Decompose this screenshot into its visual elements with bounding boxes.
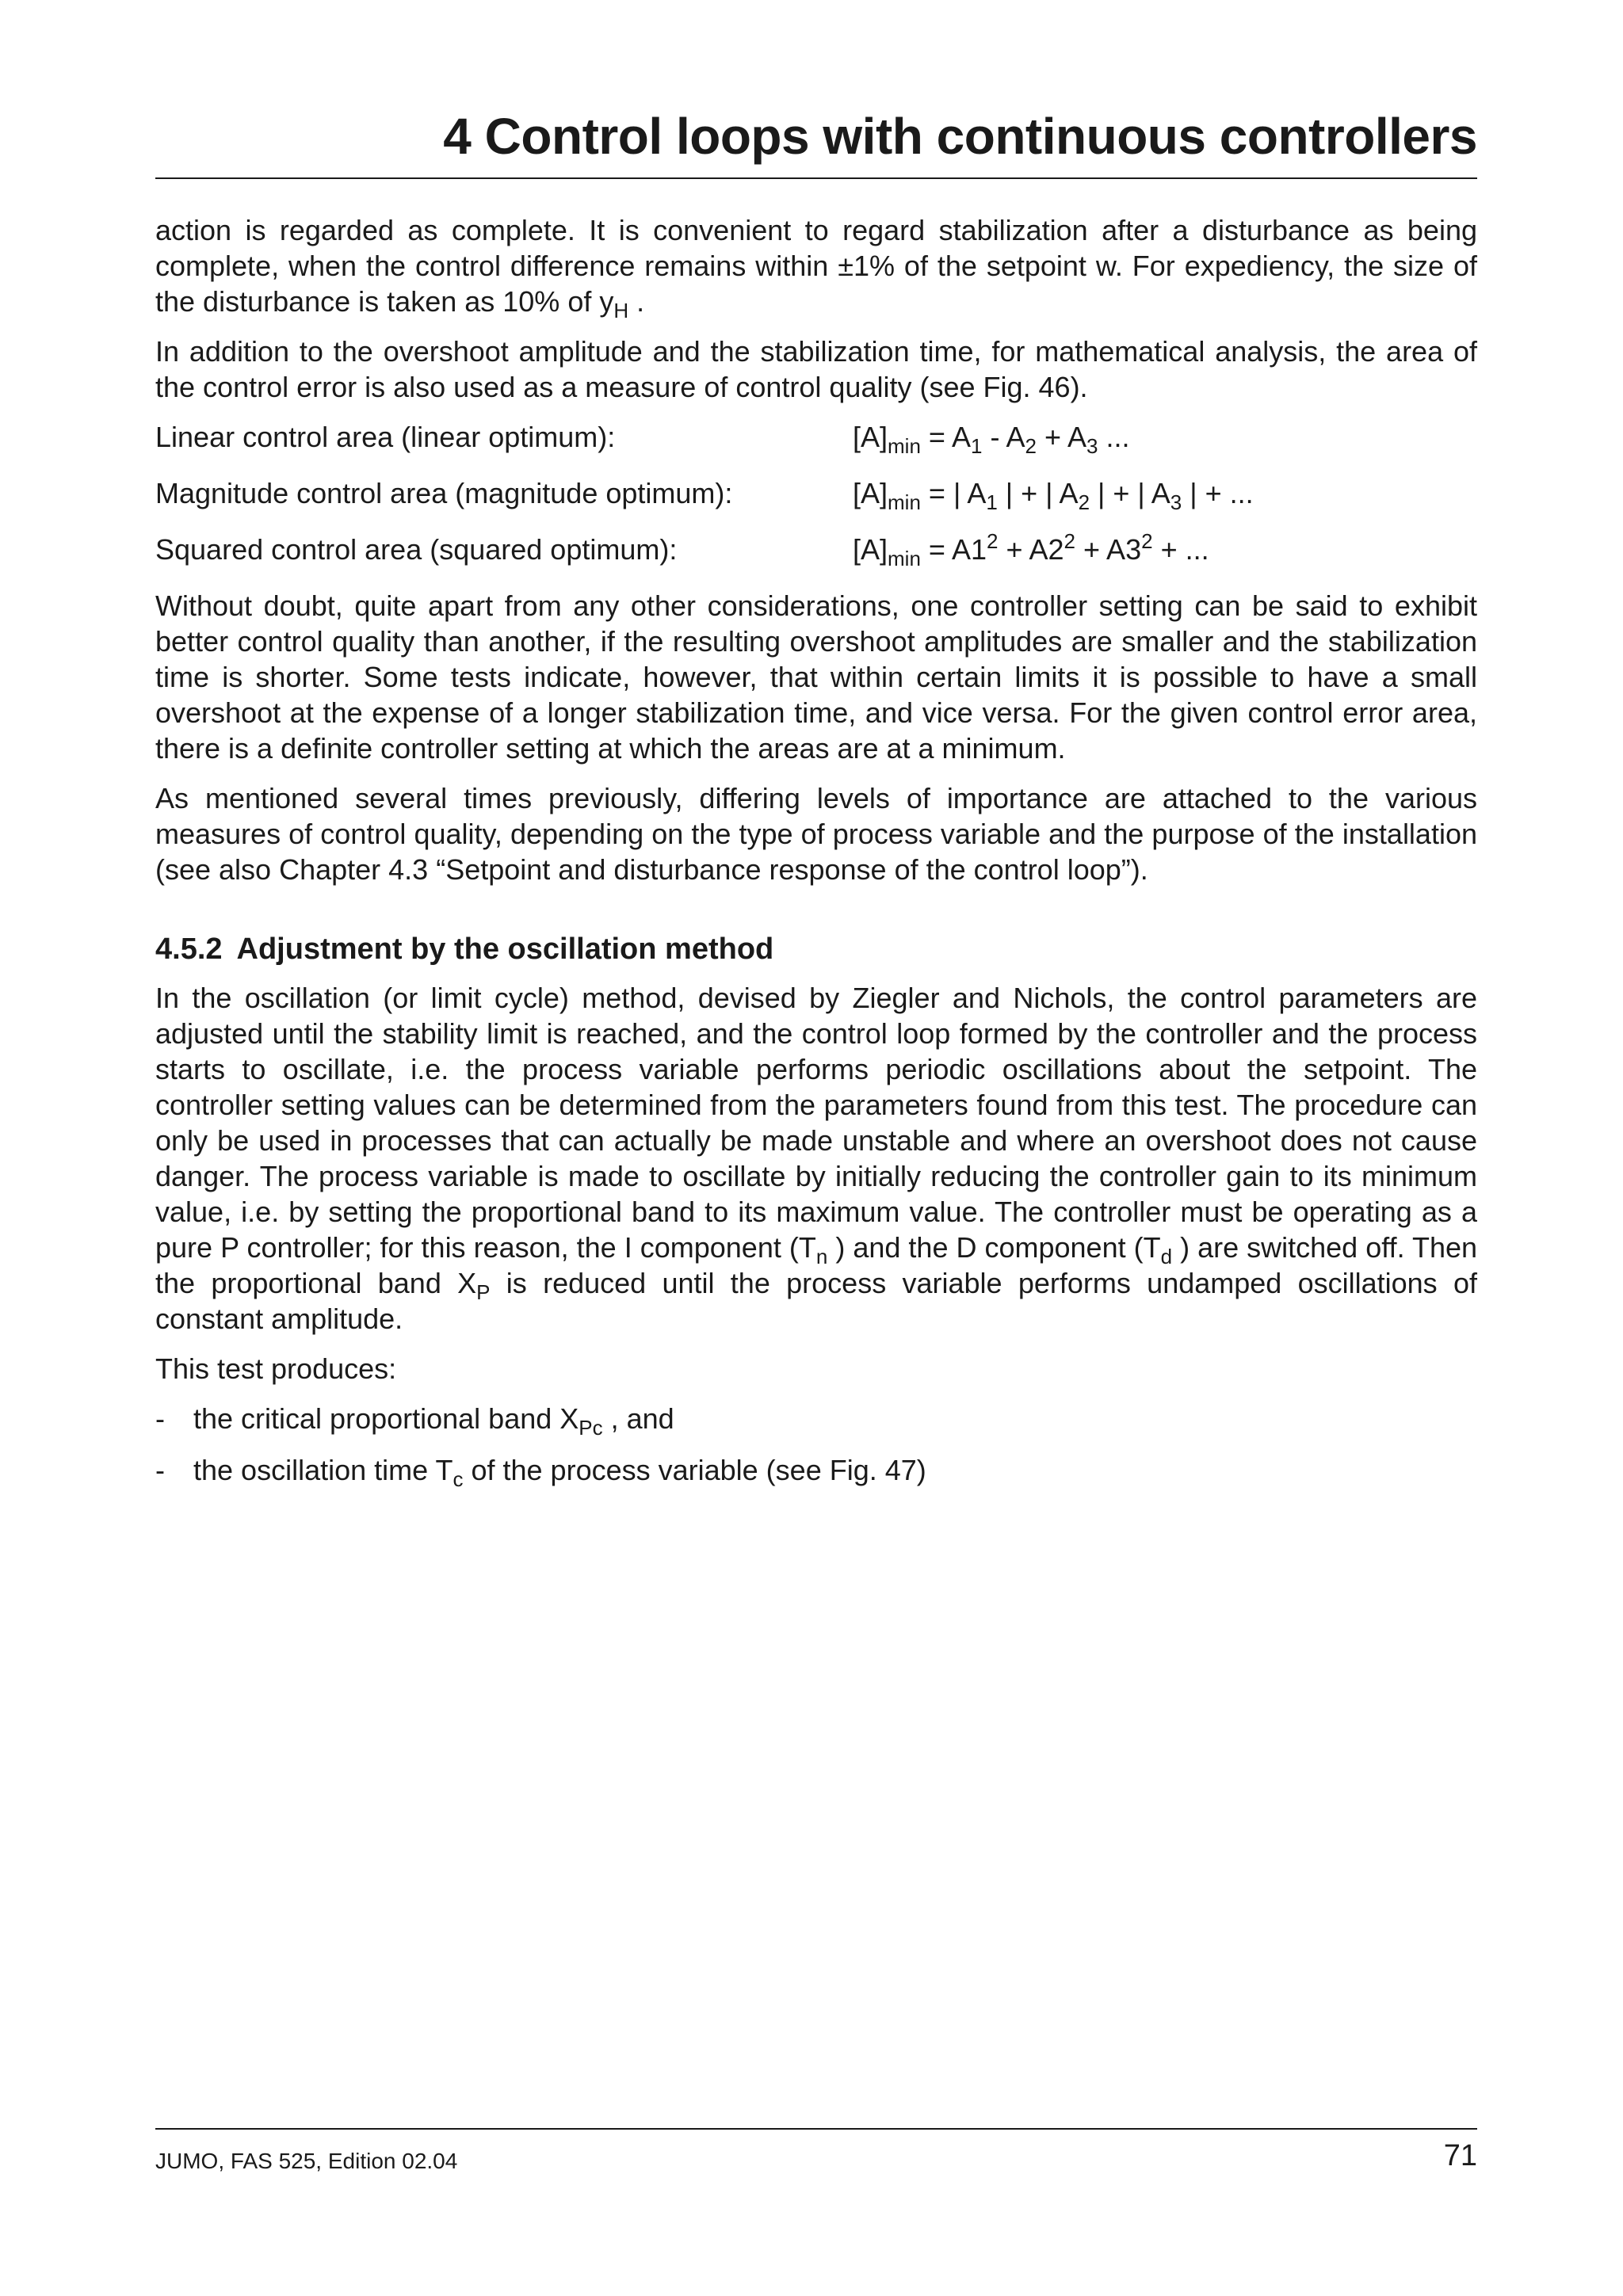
footer-rule [155,2128,1477,2130]
subscript: 3 [1086,434,1098,458]
paragraph-text: ) and the D component (T [827,1231,1161,1264]
list-item-part: the oscillation time T [193,1454,453,1486]
footer-edition: JUMO, FAS 525, Edition 02.04 [155,2149,458,2173]
subscript: H [613,299,629,322]
subscript: d [1160,1245,1173,1268]
paragraph-text: is reduced until the process variable performs undamped oscillations of constant amplitude. [155,1267,1477,1335]
formula-linear [155,419,1477,458]
chapter-title: 4 Control loops with continuous controllers [443,108,1477,165]
formula-part: + A [1036,421,1087,453]
formula-part: = A1 [920,533,987,566]
paragraph-importance: As mentioned several times previously, differing levels of importance are attached to the various measures of control quality, depending on the type of process variable and the purpose of the installation (see also Chapter 4.3 “Setpoint and disturbance response of the control loop”). [155,782,1477,886]
paragraph-control-quality: Without doubt, quite apart from any other considerations, one controller setting can be said to exhibit better control quality than another, if the resulting overshoot amplitudes are smaller and the stabilization time is shorter. Some tests indicate, however, that within certain limits it is possible to have a small overshoot at the expense of a longer stabilization time, and vice versa. For the given control error area, there is a definite controller setting at which the areas are at a minimum. [155,589,1477,765]
superscript: 2 [1141,529,1153,553]
paragraph-text: . [628,285,645,318]
list-item-text [193,1452,926,1491]
subscript: min [888,490,921,514]
formula-part: | + ... [1182,477,1254,509]
subscript: 1 [970,434,983,458]
superscript: 2 [987,529,999,553]
list-item [155,1452,1477,1491]
subscript: 2 [1025,434,1037,458]
page-content [155,212,1477,1504]
subscript: min [888,434,921,458]
paragraph-text: action is regarded as complete. It is convenient to regard stabilization after a disturbance as being complete, when the control difference remains within ±1% of the setpoint w. For expediency, the size of the disturbance is taken as 10% of y [155,214,1477,318]
list-item-part: the critical proportional band X [193,1402,579,1435]
paragraph-test-intro: This test produces: [155,1352,397,1385]
subscript: 2 [1078,490,1090,514]
subscript: 1 [986,490,998,514]
subscript: n [815,1245,828,1268]
formula-part: + A3 [1075,533,1142,566]
list-item-text [193,1401,674,1440]
formula-label: Squared control area (squared optimum): [155,533,678,566]
formula-squared [155,529,1477,570]
formula-part: [A] [853,533,888,566]
paragraph-text: ) are switched off. Then the proportional band X [155,1231,1478,1299]
formula-part: - A [982,421,1025,453]
subscript: min [888,547,921,570]
list-item-part: , and [602,1402,674,1435]
paragraph-oscillation-method [155,980,1477,1337]
formula-expression [853,475,1477,514]
paragraph-text: In the oscillation (or limit cycle) method, devised by Ziegler and Nichols, the control parameters are adjusted until the stability limit is reached, and the control loop formed by the controller and the process starts to oscillate, i.e. the process variable performs periodic oscillations about the setpoint. The controller setting values can be determined from the parameters found from this test. The procedure can only be used in processes that can actually be made unstable and where an overshoot does not cause danger. The process variable is made to oscillate by initially reducing the controller gain to its minimum value, i.e. by setting the proportional band to its maximum value. The controller must be operating as a pure P controller; for this reason, the I component (T [155,982,1477,1264]
formula-part: [A] [853,421,888,453]
formula-label: Magnitude control area (magnitude optimum): [155,477,733,509]
list-item-part: of the process variable (see Fig. 47) [463,1454,926,1486]
subscript: Pc [579,1416,603,1440]
subscript: c [453,1467,464,1491]
subscript: 3 [1170,490,1182,514]
formula-expression [853,419,1477,458]
section-title: Adjustment by the oscillation method [236,933,774,966]
formula-part: + ... [1152,533,1209,566]
header-rule [155,177,1477,179]
formula-part: = | A [920,477,987,509]
paragraph-control-area: In addition to the overshoot amplitude and the stabilization time, for mathematical analysis, the area of the control error is also used as a measure of control quality (see Fig. 46). [155,335,1477,403]
formula-part: | + | A [997,477,1079,509]
section-number: 4.5.2 [155,933,223,966]
formula-magnitude [155,475,1477,514]
bullet-dash: - [155,1454,165,1486]
bullet-dash: - [155,1402,165,1435]
formula-part: [A] [853,477,888,509]
subscript: P [476,1280,491,1304]
page-number: 71 [1443,2139,1477,2172]
formula-part: ... [1098,421,1130,453]
paragraph-stabilization [155,212,1477,322]
formula-label: Linear control area (linear optimum): [155,421,616,453]
formula-expression [853,529,1477,570]
list-item [155,1401,1477,1440]
formula-part: = A [920,421,971,453]
superscript: 2 [1064,529,1076,553]
formula-part: | + | A [1090,477,1170,509]
formula-part: + A2 [998,533,1064,566]
section-heading [155,932,1477,967]
